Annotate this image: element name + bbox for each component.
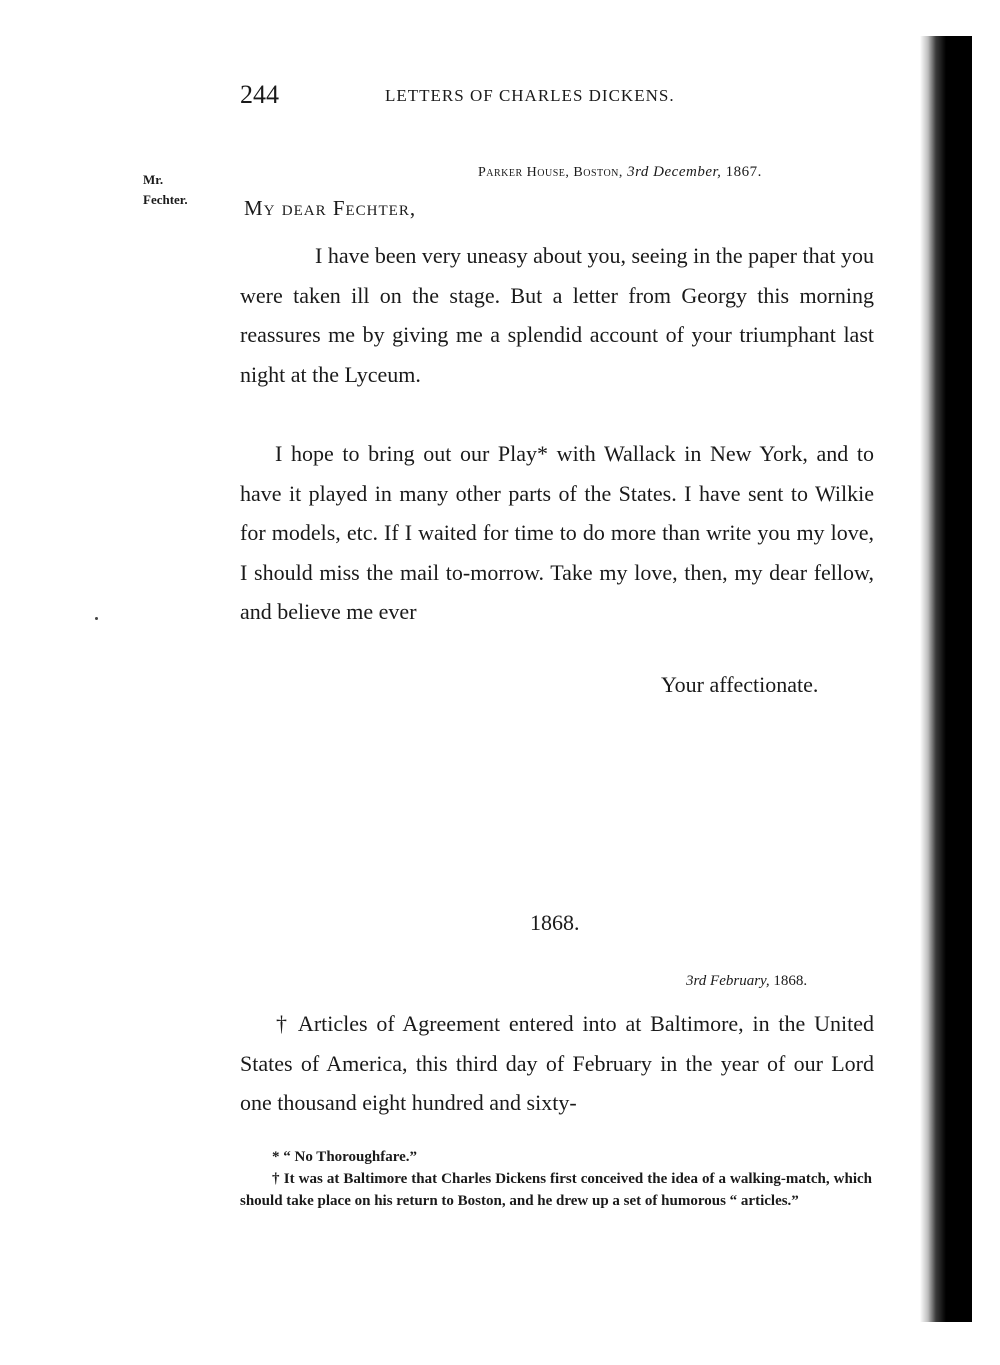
dateline-year: 1867. <box>725 164 762 180</box>
letter-paragraph-2: I hope to bring out our Play* with Wallack in New York, and to have it played in many other parts of the States. I have sent to Wilkie for models, etc. If I waited for time to do more than write you my love, I should miss the mail to-morrow. Take my love, then, my dear fellow, and believe me ever <box>240 441 874 624</box>
section-date-italic: 3rd February, <box>686 973 770 989</box>
agreement-paragraph: † Articles of Agreement entered into at Baltimore, in the United States of America, this third day of February in the year of our Lord one thousand eight hundred and sixty- <box>240 1011 874 1115</box>
section-date-year: 1868. <box>773 973 808 989</box>
letter-dateline <box>478 164 762 181</box>
dateline-date: 3rd December, <box>627 164 722 180</box>
year-heading: 1868. <box>530 910 580 935</box>
letter-closing: Your affectionate. <box>661 672 819 697</box>
running-title: LETTERS OF CHARLES DICKENS. <box>385 86 675 105</box>
letter-paragraph-1: I have been very uneasy about you, seeing in the paper that you were taken ill on the stage. But a letter from Georgy this morning reassures me by giving me a splendid account of your triumphant last night at the Lyceum. <box>240 243 874 387</box>
footnote-1: * “ No Thoroughfare.” <box>272 1149 418 1165</box>
scan-speck <box>95 617 98 620</box>
margin-note-line2: Fechter. <box>143 192 188 207</box>
footnotes <box>240 1146 872 1212</box>
letter-salutation: My dear Fechter, <box>244 196 417 220</box>
dateline-place: Parker House, Boston, <box>478 165 623 180</box>
margin-note <box>143 170 188 210</box>
section-date <box>686 973 807 990</box>
page-number: 244 <box>240 80 279 109</box>
page-edge-shadow <box>920 36 972 1322</box>
footnote-2: † It was at Baltimore that Charles Dickens first conceived the idea of a walking-match, which should take place on his return to Boston, and he drew up a set of humorous “ articles.” <box>240 1171 872 1209</box>
margin-note-line1: Mr. <box>143 172 164 187</box>
